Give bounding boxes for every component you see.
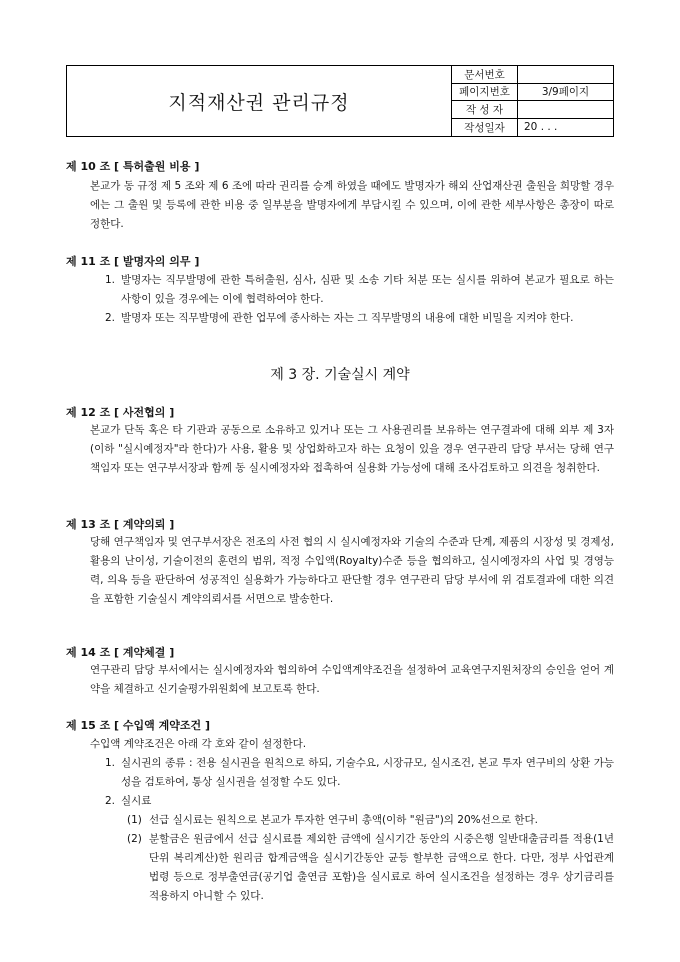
- author-label: 작 성 자: [452, 101, 518, 119]
- author-value: [518, 101, 613, 119]
- article-12-body: 본교가 단독 혹은 타 기관과 공동으로 소유하고 있거나 또는 그 사용권리를 보유하는 연구결과에 대해 외부 제 3자(이하 "실시예정자"라 한다)가 사용, 활용 및 상업화하고자 하는 요청이 있을 경우 연구관리 담당 부서는 당해 연구책임자 또는 연구부서장과 함께 동 실시예정자와 접촉하여 실용화 가능성에 대해 조사검토하고 의견을 청취한다.: [90, 424, 614, 474]
- item-text: 발명자 또는 직무발명에 관한 업무에 종사하는 자는 그 직무발명의 내용에 대한 비밀을 지켜야 한다.: [121, 312, 574, 324]
- subitem-text: 선급 실시료는 원칙으로 본교가 투자한 연구비 총액(이하 "원금")의 20%선으로 한다.: [149, 814, 538, 826]
- document-title: 지적재산권 관리규정: [67, 66, 452, 136]
- article-13-title: 제 13 조 [ 계약의뢰 ]: [66, 518, 175, 531]
- article-14-title: 제 14 조 [ 계약체결 ]: [66, 646, 175, 659]
- article-13-body: 당해 연구책임자 및 연구부서장은 전조의 사전 협의 시 실시예정자와 기술의 수준과 단계, 제품의 시장성 및 경제성, 활용의 난이성, 기술이전의 훈련의 범위, 적정 수입액(Royalty)수준 등을 협의하고, 실시예정자의 사업 및 경영능력, 의욕 등을 판단하여 성공적인 실용화가 가능하다고 판단할 경우 연구관리 담당 부서에 위 검토결과에 대한 의견을 포함한 기술실시 계약의뢰서를 서면으로 발송한다.: [90, 536, 614, 605]
- item-number: 2.: [105, 795, 116, 807]
- article-10-title: 제 10 조 [ 특허출원 비용 ]: [66, 160, 200, 173]
- page-number-label: 페이지번호: [452, 84, 518, 102]
- chapter-heading: 제 3 장. 기술실시 계약: [270, 367, 410, 383]
- article-12-title: 제 12 조 [ 사전협의 ]: [66, 406, 175, 419]
- item-number: 1.: [105, 757, 116, 769]
- doc-number-value: [518, 66, 613, 84]
- article-15-subitem-1: [127, 811, 614, 830]
- article-15-item-1: [105, 754, 614, 792]
- date-value: 20 . . .: [524, 121, 558, 134]
- subitem-number: (1): [127, 814, 142, 826]
- item-text: 발명자는 직무발명에 관한 특허출원, 심사, 심판 및 소송 기타 처분 또는 실시를 위하여 본교가 필요로 하는 사항이 있을 경우에는 이에 협력하여야 한다.: [121, 274, 614, 305]
- doc-number-label: 문서번호: [452, 66, 518, 84]
- article-11-item-2: [105, 309, 614, 328]
- item-number: 2.: [105, 312, 116, 324]
- article-15-title: 제 15 조 [ 수입액 계약조건 ]: [66, 719, 210, 732]
- page-number-value: 3/9페이지: [518, 84, 613, 102]
- document-header-table: [66, 65, 614, 137]
- article-14-body: 연구관리 담당 부서에서는 실시예정자와 협의하여 수입액계약조건을 설정하여 교육연구지원처장의 승인을 얻어 계약을 체결하고 신기술평가위원회에 보고토록 한다.: [90, 664, 614, 695]
- article-15-subitem-2: [127, 830, 614, 906]
- article-11-item-1: [105, 271, 614, 309]
- document-meta-grid: [452, 66, 613, 136]
- article-10-body: 본교가 동 규정 제 5 조와 제 6 조에 따라 권리를 승계 하였을 때에도 발명자가 해외 산업재산권 출원을 희망할 경우에는 그 출원 및 등록에 관한 비용 중 일부분을 발명자에게 부담시킬 수 있으며, 이에 관한 세부사항은 총장이 따로 정한다.: [90, 180, 614, 230]
- article-11-title: 제 11 조 [ 발명자의 의무 ]: [66, 255, 200, 268]
- article-15-item-2: [105, 792, 614, 811]
- subitem-text: 분할금은 원금에서 선급 실시료를 제외한 금액에 실시기간 동안의 시중은행 일반대출금리를 적용(1년 단위 복리계산)한 원리금 합계금액을 실시기간동안 균등 할부한 금액으로 한다. 다만, 정부 사업관계 법령 등으로 정부출연금(공기업 출연금 포함)을 실시료로 하여 실시조건을 설정하는 경우 상기금리를 적용하지 아니할 수 있다.: [149, 833, 614, 902]
- date-label: 작성일자: [452, 119, 518, 137]
- article-15-intro: 수입액 계약조건은 아래 각 호와 같이 설정한다.: [90, 738, 307, 750]
- subitem-number: (2): [127, 833, 142, 845]
- item-text: 실시료: [121, 795, 152, 807]
- item-text: 실시권의 종류 : 전용 실시권을 원칙으로 하되, 기술수요, 시장규모, 실시조건, 본교 투자 연구비의 상환 가능성을 검토하여, 통상 실시권을 설정할 수도 있다.: [121, 757, 614, 788]
- item-number: 1.: [105, 274, 116, 286]
